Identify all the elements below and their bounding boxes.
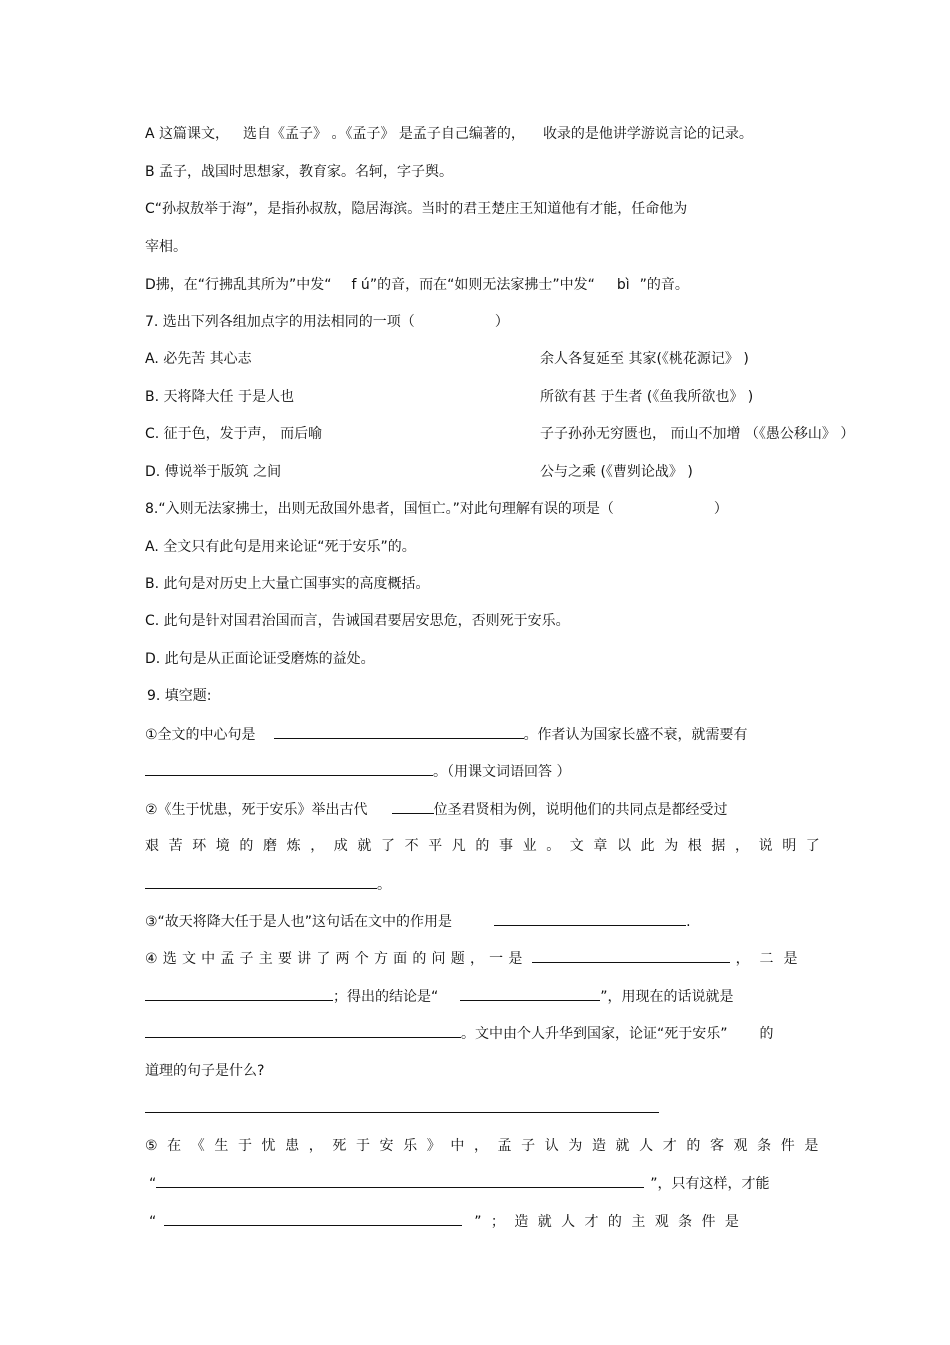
blank-central-sentence[interactable] [274, 724, 524, 739]
q9-part2-line1: ②《生于忧患，死于安乐》举出古代 位圣君贤相为例，说明他们的共同点是都经受过 [145, 799, 810, 819]
q7-stem: 7. 选出下列各组加点字的用法相同的一项（ ） [145, 314, 509, 330]
blank-conclusion[interactable] [460, 986, 600, 1001]
blank-issue-one[interactable] [532, 948, 730, 963]
q8-option-a: A. 全文只有此句是用来论证“死于安乐”的。 [145, 539, 416, 555]
q9-part4-line1: ④选文中孟子主要讲了两个方面的问题，一是 ，二是 [145, 948, 810, 968]
q9-part4-line2: ；得出的结论是“ ”，用现在的话说就是 [145, 986, 810, 1006]
q8-option-b: B. 此句是对历史上大量亡国事实的高度概括。 [145, 576, 430, 592]
blank-function[interactable] [494, 911, 686, 926]
q9-part2-line2: 艰苦环境的磨炼，成就了不平凡的事业。文章以此为根据，说明了 [145, 838, 830, 854]
q9-part1-line1: ①全文的中心句是 。作者认为国家长盛不衰，就需要有 [145, 724, 810, 744]
q9-part4-line3: 。文中由个人升华到国家，论证“死于安乐” 的 [145, 1023, 810, 1043]
q8-option-c: C. 此句是针对国君治国而言，告诫国君要居安思危，否则死于安乐。 [145, 613, 570, 629]
q9-part1-line2: 。（用课文词语回答 ） [145, 761, 810, 781]
q9-part5-line2: “ ”，只有这样，才能 [149, 1173, 814, 1193]
blank-modern-words[interactable] [145, 1023, 461, 1038]
q9-stem: 9. 填空题: [147, 688, 212, 704]
q8-stem: 8.“入则无法家拂士，出则无敌国外患者，国恒亡。”对此句理解有误的项是（ ） [145, 501, 728, 517]
blank-need-words[interactable] [145, 761, 433, 776]
q6-option-c-cont: 宰相。 [145, 239, 187, 255]
blank-objective-condition[interactable] [156, 1173, 644, 1188]
q9-part2-line3: 。 [145, 874, 810, 894]
q6-option-a: A 这篇课文， 选自《孟子》 。《孟子》 是孟子自己编著的， 收录的是他讲学游说言论的记录。 [145, 126, 753, 142]
q9-part4-answer-line [145, 1098, 810, 1118]
q6-option-b: B 孟子，战国时思想家，教育家。名轲，字子舆。 [145, 164, 454, 180]
blank-issue-two[interactable] [145, 986, 333, 1001]
q6-option-d: D拂，在“行拂乱其所为”中发“ f ú”的音，而在“如则无法家拂士”中发“ bì ”的音。 [145, 277, 689, 293]
q8-option-d: D. 此句是从正面论证受磨炼的益处。 [145, 651, 375, 667]
q9-part5-line1: ⑤在《生于忧患，死于安乐》中，孟子认为造就人才的客观条件是 [145, 1138, 828, 1154]
q7-option-c: C. 征于色，发于声， 而后喻 子子孙孙无穷匮也， 而山不加增 （《愚公移山》 ） [145, 426, 855, 442]
q9-part3: ③“故天将降大任于是人也”这句话在文中的作用是 . [145, 911, 810, 931]
q9-part5-line3: “ ”；造就人才的主观条件是 [149, 1211, 814, 1231]
blank-number-of-sages[interactable] [392, 799, 434, 814]
blank-answer-sentence[interactable] [145, 1098, 659, 1113]
blank-explains[interactable] [145, 874, 377, 889]
q6-option-c: C“孙叔敖举于海”，是指孙叔敖，隐居海滨。当时的君王楚庄王知道他有才能，任命他为 [145, 201, 688, 217]
q9-part4-line4: 道理的句子是什么? [145, 1063, 265, 1079]
blank-ability[interactable] [164, 1211, 462, 1226]
q7-option-d: D. 傅说举于版筑 之间 公与之乘 (《曹刿论战》 ) [145, 464, 693, 480]
q7-option-b: B. 天将降大任 于是人也 所欲有甚 于生者 (《鱼我所欲也》 ) [145, 389, 754, 405]
q7-option-a: A. 必先苦 其心志 余人各复延至 其家(《桃花源记》 ) [145, 351, 749, 367]
